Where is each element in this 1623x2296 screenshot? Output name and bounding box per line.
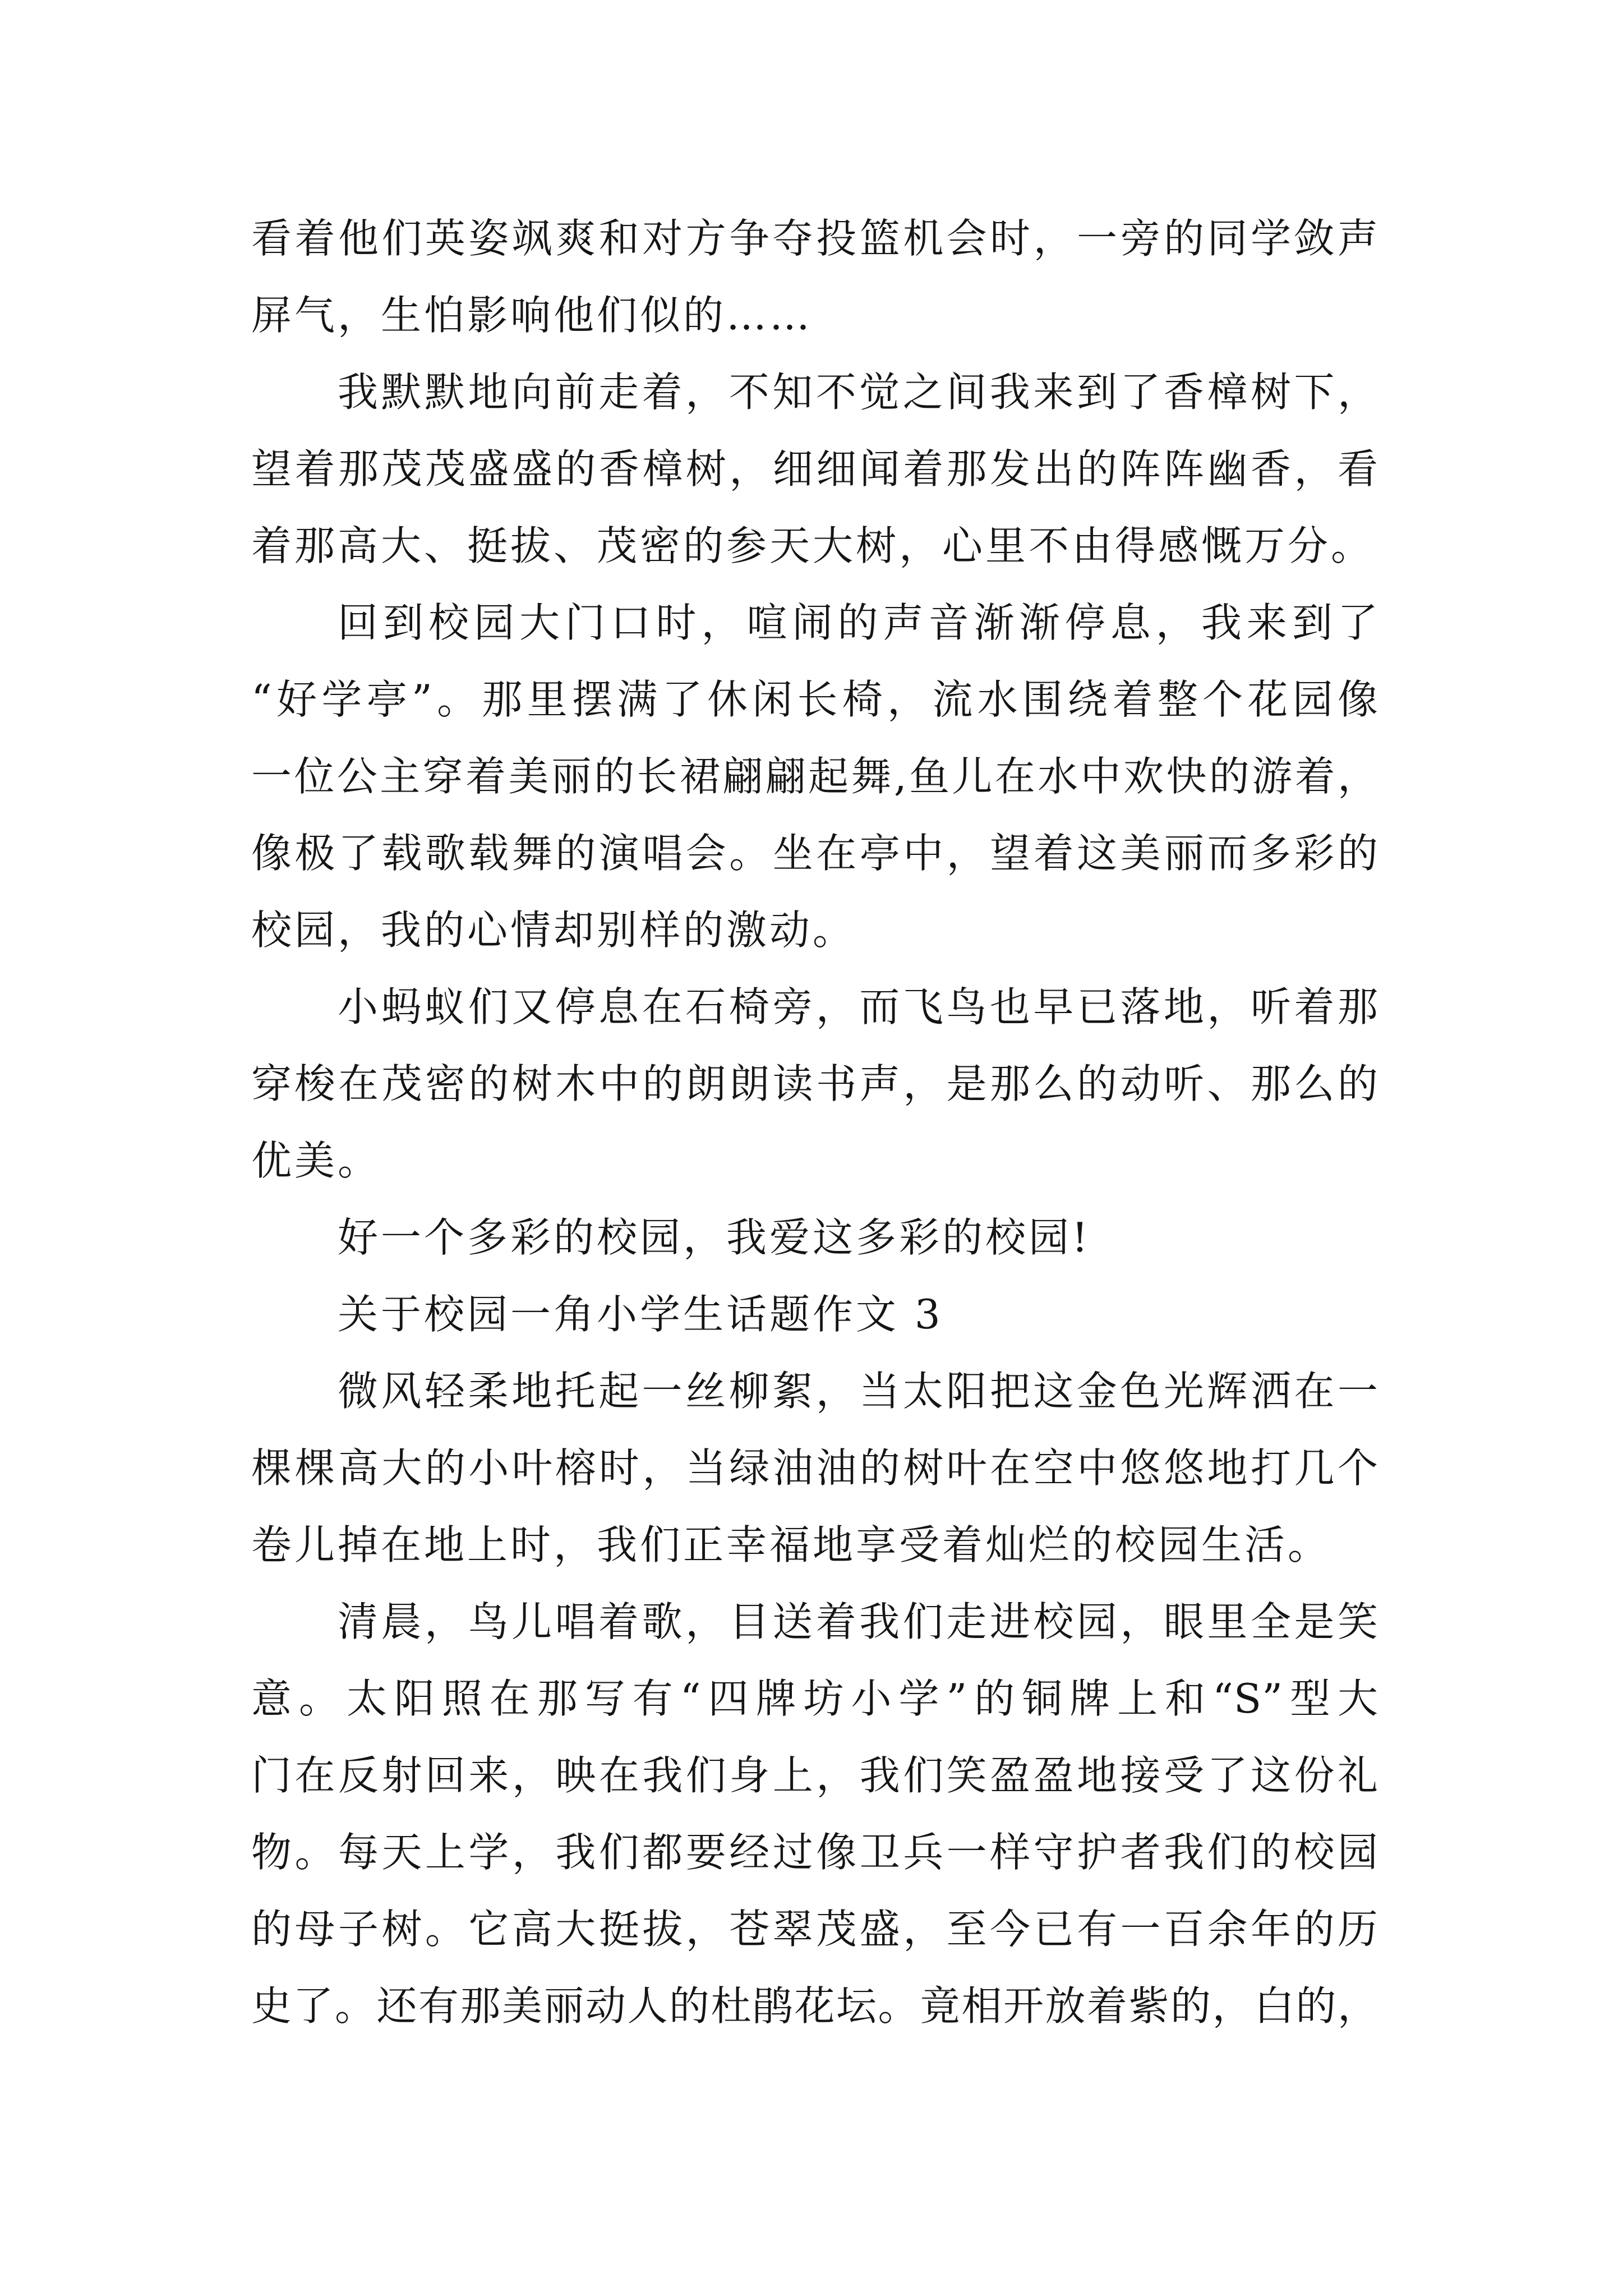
section-heading <box>251 1276 1378 1353</box>
text-line: “好学亭”。那里摆满了休闲长椅，流水围绕着整个花园像 <box>251 676 1378 723</box>
text-line: 看着他们英姿飒爽和对方争夺投篮机会时，一旁的同学敛声 <box>251 215 1378 262</box>
text-line: 像极了载歌载舞的演唱会。坐在亭中，望着这美丽而多彩的 <box>251 830 1378 877</box>
text-line: 清晨，鸟儿唱着歌，目送着我们走进校园，眼里全是笑 <box>338 1598 1378 1645</box>
text-line: 优美。 <box>251 1137 381 1184</box>
text-line: 校园，我的心情却别样的激动。 <box>251 907 856 954</box>
text-line: 穿梭在茂密的树木中的朗朗读书声，是那么的动听、那么的 <box>251 1060 1378 1107</box>
text-line: 小蚂蚁们又停息在石椅旁，而飞鸟也早已落地，听着那 <box>338 983 1378 1030</box>
paragraph <box>251 1584 1378 2045</box>
text-line: 卷儿掉在地上时，我们正幸福地享受着灿烂的校园生活。 <box>251 1521 1331 1568</box>
text-line: 门在反射回来，映在我们身上，我们笑盈盈地接受了这份礼 <box>251 1752 1378 1799</box>
paragraph <box>251 1199 1378 1276</box>
text-line: 意。太阳照在那写有“四牌坊小学”的铜牌上和“S”型大 <box>251 1675 1378 1722</box>
paragraph <box>251 1353 1378 1584</box>
text-line: 好一个多彩的校园，我爱这多彩的校园! <box>338 1214 1091 1261</box>
body-text <box>251 200 1378 2045</box>
section-title: 关于校园一角小学生话题作文 3 <box>338 1291 943 1338</box>
paragraph <box>251 354 1378 585</box>
paragraph <box>251 585 1378 969</box>
paragraph <box>251 969 1378 1199</box>
text-line: 棵棵高大的小叶榕时，当绿油油的树叶在空中悠悠地打几个 <box>251 1444 1378 1492</box>
paragraph <box>251 200 1378 354</box>
text-line: 我默默地向前走着，不知不觉之间我来到了香樟树下， <box>338 369 1378 416</box>
text-line: 物。每天上学，我们都要经过像卫兵一样守护者我们的校园 <box>251 1829 1378 1876</box>
text-line: 屏气，生怕影响他们似的…… <box>251 292 813 339</box>
text-line: 的母子树。它高大挺拔，苍翠茂盛，至今已有一百余年的历 <box>251 1906 1378 1953</box>
text-line: 回到校园大门口时，喧闹的声音渐渐停息，我来到了 <box>338 599 1378 646</box>
text-line: 望着那茂茂盛盛的香樟树，细细闻着那发出的阵阵幽香，看 <box>251 445 1378 493</box>
text-line: 微风轻柔地托起一丝柳絮，当太阳把这金色光辉洒在一 <box>338 1368 1378 1415</box>
text-line: 史了。还有那美丽动人的杜鹃花坛。竟相开放着紫的，白的， <box>251 1982 1378 2030</box>
text-line: 一位公主穿着美丽的长裙翩翩起舞,鱼儿在水中欢快的游着， <box>251 753 1378 800</box>
text-line: 着那高大、挺拔、茂密的参天大树，心里不由得感慨万分。 <box>251 522 1375 569</box>
